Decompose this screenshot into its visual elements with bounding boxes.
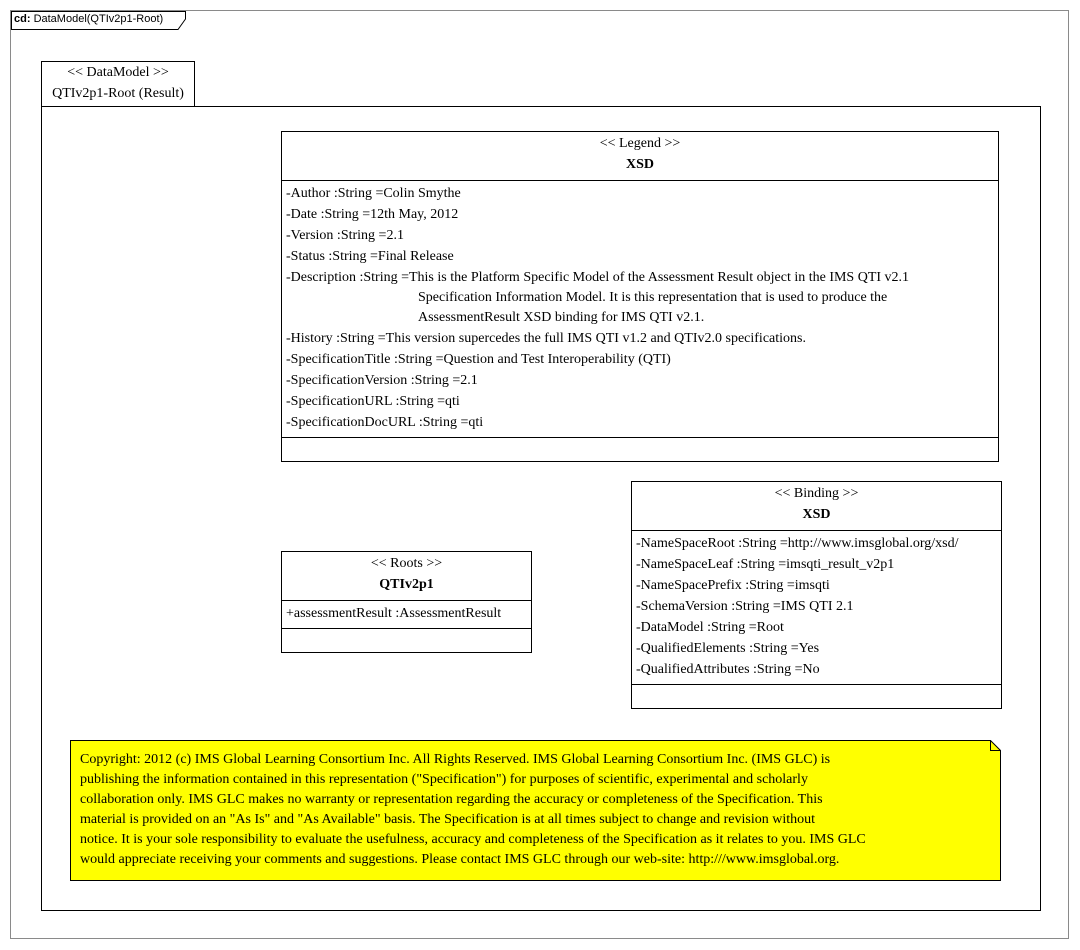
note-line: publishing the information contained in this representation ("Specification") for purposes of scientific, experimental and scholarly (80, 772, 808, 787)
attribute-qualified-attributes: -QualifiedAttributes :String =No (636, 662, 820, 677)
note-line: material is provided on an "As Is" and "As Available" basis. The Specification is at all times subject to change and revision without (80, 812, 816, 827)
legend-stereotype: << Legend >> (599, 136, 681, 151)
attribute-author: -Author :String =Colin Smythe (286, 186, 461, 201)
attribute-history: -History :String =This version supercedes the full IMS QTI v1.2 and QTIv2.0 specifications. (286, 331, 806, 346)
roots-attributes (282, 601, 531, 629)
roots-class-header (282, 552, 531, 601)
attribute-specification-doc-url: -SpecificationDocURL :String =qti (286, 415, 484, 430)
attribute-description: -Description :String =This is the Platform Specific Model of the Assessment Result object in the IMS QTI v2.1 (286, 270, 910, 285)
note-line: Copyright: 2012 (c) IMS Global Learning Consortium Inc. All Rights Reserved. IMS Global Learning Consortium Inc. (IMS GLC) is (80, 752, 831, 767)
binding-attributes (632, 531, 1001, 685)
legend-class-box[interactable] (281, 131, 999, 462)
attribute-namespace-root: -NameSpaceRoot :String =http://www.imsglobal.org/xsd/ (636, 536, 959, 551)
attribute-description-continued: Specification Information Model. It is this representation that is used to produce the (418, 290, 888, 305)
note-text (80, 750, 981, 870)
attribute-version: -Version :String =2.1 (286, 228, 404, 243)
legend-class-name: XSD (625, 157, 654, 172)
binding-class-box[interactable] (631, 481, 1002, 709)
note-line: collaboration only. IMS GLC makes no warranty or representation regarding the accuracy or completeness of the Specification. This (80, 792, 823, 807)
binding-operations (632, 685, 1001, 709)
roots-operations (282, 629, 531, 653)
note-line: would appreciate receiving your comments and suggestions. Please contact IMS GLC through our web-site: http:///www.imsglobal.org. (80, 852, 840, 867)
frame-title (14, 13, 163, 25)
attribute-namespace-prefix: -NameSpacePrefix :String =imsqti (636, 578, 830, 593)
package-stereotype: << DataModel >> (67, 65, 169, 80)
note-line: notice. It is your sole responsibility to evaluate the usefulness, accuracy and completeness of the Specification as it relates to you. IMS GLC (80, 832, 866, 847)
copyright-note[interactable] (70, 740, 1001, 881)
attribute-status: -Status :String =Final Release (286, 249, 454, 264)
attribute-schema-version: -SchemaVersion :String =IMS QTI 2.1 (636, 599, 854, 614)
binding-class-name: XSD (802, 507, 831, 522)
attribute-date: -Date :String =12th May, 2012 (286, 207, 459, 222)
legend-attributes (282, 181, 998, 438)
diagram-frame-tab (11, 11, 186, 29)
legend-operations (282, 438, 998, 462)
frame-kind: cd: (14, 13, 31, 25)
attribute-description-continued: AssessmentResult XSD binding for IMS QTI v2.1. (418, 310, 705, 325)
attribute-specification-title: -SpecificationTitle :String =Question and Test Interoperability (QTI) (286, 352, 671, 367)
package-tab[interactable] (41, 61, 195, 107)
roots-stereotype: << Roots >> (370, 556, 443, 571)
binding-class-header (632, 482, 1001, 531)
attribute-data-model: -DataModel :String =Root (636, 620, 784, 635)
binding-stereotype: << Binding >> (774, 486, 859, 501)
roots-class-name: QTIv2p1 (379, 577, 434, 592)
attribute-assessment-result: +assessmentResult :AssessmentResult (286, 606, 502, 621)
attribute-qualified-elements: -QualifiedElements :String =Yes (636, 641, 820, 656)
attribute-specification-version: -SpecificationVersion :String =2.1 (286, 373, 478, 388)
attribute-specification-url: -SpecificationURL :String =qti (286, 394, 460, 409)
frame-title-text: DataModel(QTIv2p1-Root) (33, 13, 164, 25)
roots-class-box[interactable] (281, 551, 532, 653)
attribute-namespace-leaf: -NameSpaceLeaf :String =imsqti_result_v2p1 (636, 557, 895, 572)
package-name: QTIv2p1-Root (Result) (52, 86, 184, 101)
legend-class-header (282, 132, 998, 181)
